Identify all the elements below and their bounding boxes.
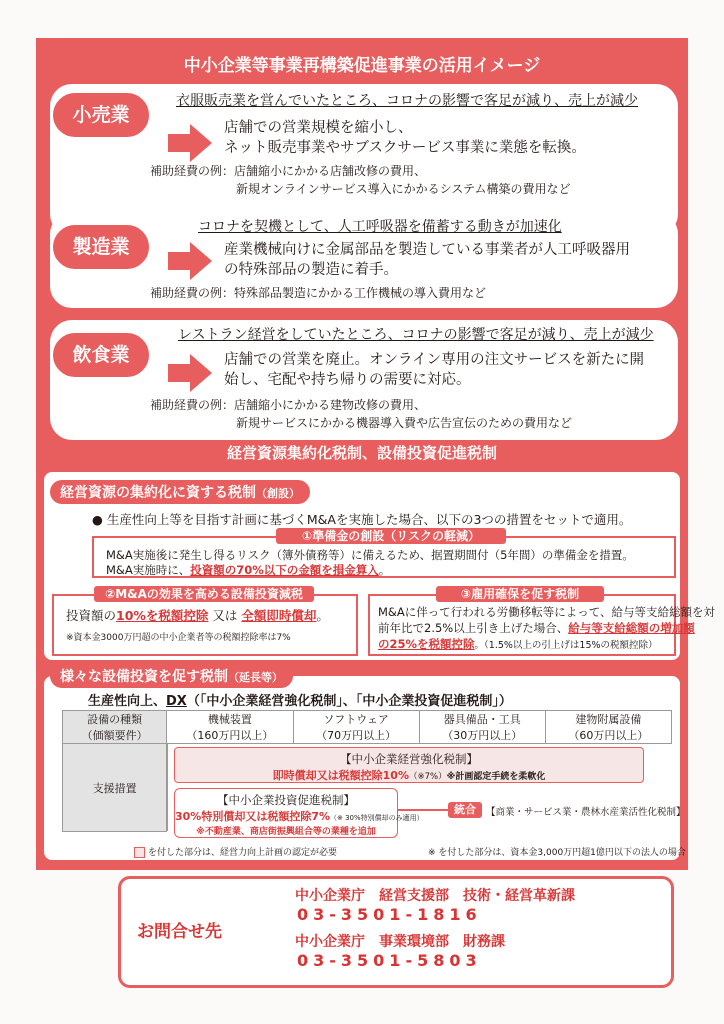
merge-line [398,809,448,811]
column-header: 機械装置 （160万円以上） [167,711,293,744]
promotion-added: ※不動産業、商店街振興組合等の業種を追加 [196,827,376,837]
promotion-detail: 30%特別償却又は税額控除7%（※ 30%特別償却のみ適用） [175,810,424,823]
arrow-right-icon [168,242,212,280]
case-action-line: 始し、宅配や持ち帰りの需要に対応。 [224,372,471,388]
column-header: 器具備品・工具 （30万円以上） [419,711,545,744]
reserve-title: ①準備金の創設（リスクの軽減） [276,528,506,544]
case-subsidy: 補助経費の例：店舗縮小にかかる店舗改修の費用、 [150,164,427,178]
contact-org: 中小企業庁 事業環境部 財務課 [295,934,505,950]
contact-label: お問合せ先 [137,922,222,942]
employment-title: ③雇用確保を促す税制 [436,586,604,602]
case-action-line: 店舗での営業規模を縮小し、 [224,120,413,136]
legend-swatch [134,847,145,858]
footnote-right: ※ を付した部分は、資本金3,000万円超1億円以下の法人の場合 [428,848,686,858]
case-subsidy: 補助経費の例：店舗縮小にかかる建物改修の費用、 [150,398,427,412]
equipment-note: ※資本金3000万円超の中小企業者等の税額控除率は7% [66,633,291,643]
column-header: ソフトウェア （70万円以上） [293,711,419,744]
support-measures-label: 支援措置 [63,744,167,832]
employment-line: 前年比で2.5%以上引き上げた場合、給与等支給総額の増加額 [378,621,695,635]
case-subsidy: 新規オンラインサービス導入にかかるシステム構築の費用など [236,182,571,196]
equipment-title: ②M&Aの効果を高める設備投資減税 [94,586,314,602]
contact-phone[interactable]: 03-3501-5803 [297,951,482,970]
employment-line: の25%を税額控除。（1.5%以上の引上げは15%の税額控除） [378,637,658,651]
case-action-line: ネット販売事業やサブスクサービス事業に業態を転換。 [224,140,586,156]
equipment-box [52,594,358,656]
investment-card [44,676,686,860]
merge-label: 統合 [448,802,482,818]
case-situation: 衣服販売業を営んでいたところ、コロナの影響で客足が減り、売上が減少 [176,93,638,109]
promotion-box [174,788,424,838]
case-situation: コロナを契機として、人工呼吸器を備蓄する動きが加速化 [198,219,562,235]
strengthening-title: 【中小企業経営強化税制】 [340,752,478,766]
industry-label-restaurant: 飲食業 [50,330,152,380]
investment-subtitle: 生産性向上、DX（「中小企業経営強化税制」、「中小企業投資促進税制」） [88,694,512,709]
contact-org: 中小企業庁 経営支援部 技術・経営革新課 [295,888,575,904]
consolidation-intro: ● 生産性向上等を目指す計画に基づくM&Aを実施した場合、以下の3つの措置をセットで適用。 [92,512,632,527]
strengthening-detail: 即時償却又は税額控除10%（※7%）※計画認定手続を柔軟化 [272,769,546,782]
equipment-line: 投資額の10%を税額控除 又は 全額即時償却。 [66,608,329,623]
header-equipment-type: 設備の種類 （価額要件） [63,711,167,744]
employment-line: M&Aに伴って行われる労働移転等によって、給与等支給総額を対 [378,605,716,619]
column-header: 建物附属設備 （60万円以上） [545,711,671,744]
footnote-left: を付した部分は、経営力向上計画の認定が必要 [148,848,338,858]
case-subsidy: 補助経費の例：特殊部品製造にかかる工作機械の導入費用など [150,286,487,300]
industry-label-manufacturing: 製造業 [50,222,152,272]
page-title: 中小企業等事業再構築促進事業の活用イメージ [183,56,541,76]
case-subsidy: 新規サービスにかかる機器導入費や広告宣伝のための費用など [236,416,573,430]
contact-box [118,876,674,988]
industry-label-retail: 小売業 [50,90,152,140]
investment-tag: 様々な設備投資を促す税制（延長等） [50,664,293,688]
reserve-line: M&A実施後に発生し得るリスク（簿外債務等）に備えるため、据置期間付（5年間）の準備金を措置。 [106,548,634,562]
tax-section-title: 経営資源集約化税制、設備投資促進税制 [226,444,497,462]
case-situation: レストラン経営をしていたところ、コロナの影響で客足が減り、売上が減少 [178,327,654,343]
divider [167,743,168,831]
case-action-line: 店舗での営業を廃止。オンライン専用の注文サービスを新たに開 [224,352,645,368]
main-panel [36,38,716,870]
case-action-line: の特殊部品の製造に着手。 [224,262,398,278]
reserve-line: M&A実施時に、投資額の70%以下の金額を損金算入。 [106,563,391,577]
contact-phone[interactable]: 03-3501-1816 [297,905,482,924]
strengthening-box [174,747,644,783]
promotion-title: 【中小企業投資促進税制】 [217,793,355,807]
case-action-line: 産業機械向けに金属部品を製造している事業者が人工呼吸器用 [224,242,630,258]
employment-box [368,594,716,656]
arrow-right-icon [168,124,212,162]
consolidation-tag: 経営資源の集約化に資する税制（創設） [50,480,310,504]
merge-target: 【商業・サービス業・農林水産業活性化税制】 [486,807,686,818]
arrow-right-icon [168,354,212,392]
